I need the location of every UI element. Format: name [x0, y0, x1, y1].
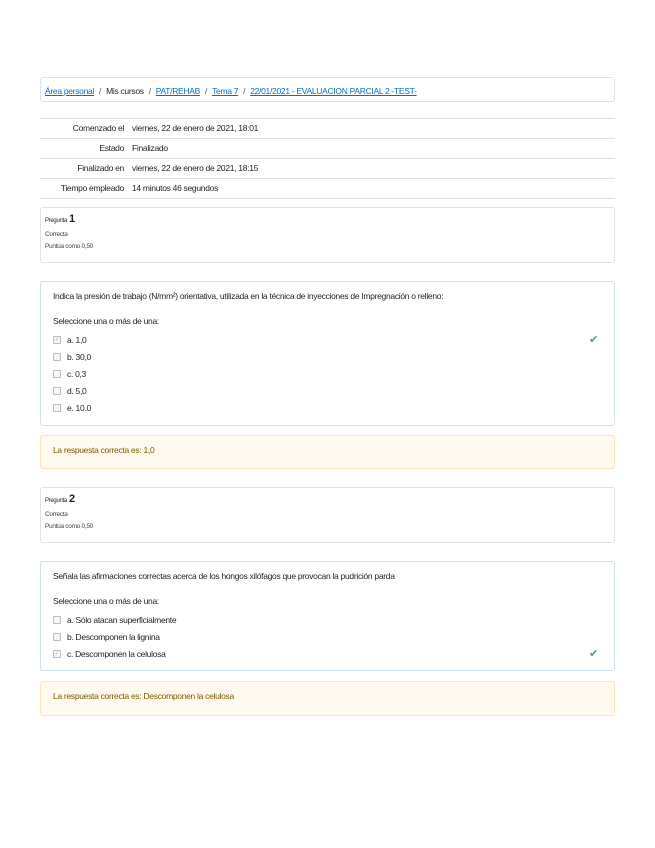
- option-label: c. 0,3: [67, 368, 86, 379]
- option-label: b. 30,0: [67, 351, 91, 362]
- question-label: Pregunta: [45, 498, 67, 504]
- option-label: c. Descomponen la celulosa: [67, 648, 166, 659]
- summary-row-time-taken: [40, 178, 615, 199]
- question-text: Indica la presión de trabajo (N/mm²) orientativa, utilizada en la técnica de inyecciones de Impregnación o relleno:: [53, 291, 444, 301]
- attempt-summary-table: [40, 118, 615, 199]
- answer-prompt: Seleccione una o más de una:: [53, 596, 159, 606]
- question-1-feedback: [40, 435, 615, 469]
- answer-option[interactable]: [53, 331, 602, 348]
- question-grade: Puntúa como 0,50: [45, 523, 93, 530]
- question-2-info: [40, 487, 615, 543]
- option-label: e. 10.0: [67, 402, 91, 413]
- question-number: 2: [69, 493, 75, 505]
- summary-label: Comenzado el: [72, 123, 124, 133]
- checkbox-icon[interactable]: [53, 387, 61, 395]
- breadcrumb-separator: /: [243, 86, 246, 96]
- question-grade: Puntúa como 0,50: [45, 243, 93, 250]
- breadcrumb: [40, 77, 615, 102]
- question-text: Señala las afirmaciones correctas acerca de los hongos xilófagos que provocan la pudrición parda: [53, 571, 395, 581]
- breadcrumb-separator: /: [99, 86, 102, 96]
- question-label: Pregunta: [45, 218, 67, 224]
- option-label: d. 5,0: [67, 385, 87, 396]
- summary-row-started: [40, 118, 615, 138]
- summary-value: viernes, 22 de enero de 2021, 18:15: [132, 163, 259, 173]
- answer-option[interactable]: [53, 382, 602, 399]
- summary-label: Tiempo empleado: [60, 183, 124, 193]
- answer-option[interactable]: [53, 399, 602, 416]
- summary-value: Finalizado: [132, 143, 168, 153]
- summary-label: Finalizado en: [77, 163, 124, 173]
- answer-option[interactable]: [53, 611, 602, 628]
- checkbox-checked-icon[interactable]: ✓: [54, 650, 60, 657]
- answer-option[interactable]: [53, 348, 602, 365]
- correct-check-icon: ✔: [589, 648, 598, 660]
- question-number: 1: [69, 213, 75, 225]
- correct-check-icon: ✔: [589, 334, 598, 346]
- question-1-info: [40, 207, 615, 263]
- checkbox-icon[interactable]: [53, 353, 61, 361]
- breadcrumb-separator: /: [148, 86, 151, 96]
- answer-option[interactable]: [53, 365, 602, 382]
- breadcrumb-separator: /: [205, 86, 208, 96]
- question-state: Correcta: [45, 511, 68, 518]
- answer-options: [53, 611, 602, 662]
- correct-answer-text: La respuesta correcta es: 1,0: [53, 445, 155, 455]
- option-label: a. Sólo atacan superficialmente: [67, 614, 177, 625]
- checkbox-icon[interactable]: [53, 370, 61, 378]
- breadcrumb-quiz-link[interactable]: 22/01/2021 - EVALUACION PARCIAL 2 -TEST-: [250, 86, 417, 96]
- checkbox-icon[interactable]: [53, 616, 61, 624]
- checkbox-checked-icon[interactable]: ✓: [54, 336, 60, 343]
- summary-row-finished: [40, 158, 615, 178]
- correct-answer-text: La respuesta correcta es: Descomponen la celulosa: [53, 691, 234, 701]
- answer-option[interactable]: [53, 628, 602, 645]
- question-state: Correcta: [45, 231, 68, 238]
- answer-options: [53, 331, 602, 416]
- question-2-feedback: [40, 681, 615, 716]
- breadcrumb-topic-link[interactable]: Tema 7: [212, 86, 239, 96]
- question-2-content: [40, 561, 615, 671]
- summary-value: viernes, 22 de enero de 2021, 18:01: [132, 123, 259, 133]
- answer-option[interactable]: [53, 645, 602, 662]
- summary-label: Estado: [99, 143, 124, 153]
- option-label: b. Descomponen la lignina: [67, 631, 160, 642]
- breadcrumb-home-link[interactable]: Área personal: [45, 86, 95, 96]
- answer-prompt: Seleccione una o más de una:: [53, 316, 159, 326]
- breadcrumb-course-link[interactable]: PAT/REHAB: [155, 86, 200, 96]
- summary-value: 14 minutos 46 segundos: [132, 183, 219, 193]
- checkbox-icon[interactable]: [53, 633, 61, 641]
- checkbox-icon[interactable]: [53, 404, 61, 412]
- breadcrumb-my-courses: Mis cursos: [106, 86, 144, 96]
- question-1-content: [40, 281, 615, 426]
- summary-row-state: [40, 138, 615, 158]
- option-label: a. 1,0: [67, 334, 87, 345]
